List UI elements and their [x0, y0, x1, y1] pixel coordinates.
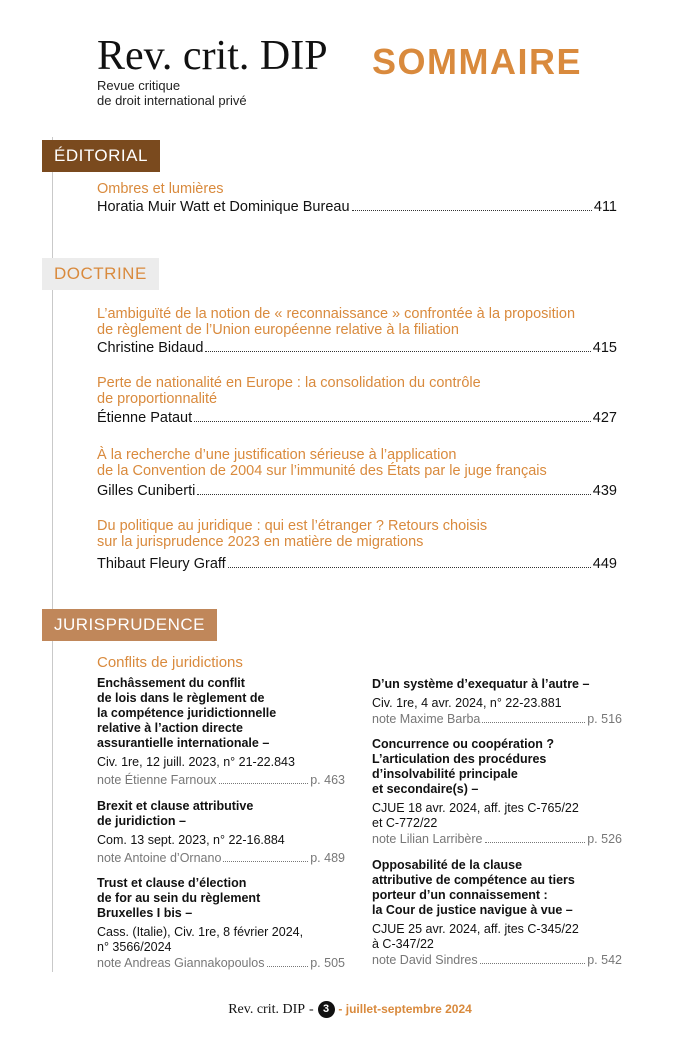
case-note	[97, 956, 345, 971]
dot-leader	[485, 842, 586, 843]
doctrine-article-1-entry[interactable]	[97, 339, 617, 357]
author-name: Thibaut Fleury Graff	[97, 556, 226, 572]
page-footer	[0, 1000, 700, 1018]
page-number: 439	[592, 483, 617, 499]
case-entry[interactable]	[97, 799, 345, 866]
case-entry[interactable]	[372, 677, 622, 727]
doctrine-article-4-entry[interactable]	[97, 555, 617, 573]
case-entry[interactable]	[372, 858, 622, 968]
journal-subtitle-line-1: Revue critique	[97, 78, 181, 93]
case-note	[372, 953, 622, 968]
page-number: 427	[592, 410, 617, 426]
footer-journal: Rev. crit. DIP	[228, 1002, 306, 1017]
dot-leader	[482, 722, 585, 723]
case-title: Opposabilité de la clause attributive de compétence au tiers porteur d’un connaissement : la Cour de justice navigue à vue –	[372, 858, 575, 917]
note-page: p. 463	[310, 773, 345, 787]
sommaire-heading: SOMMAIRE	[372, 41, 582, 82]
case-title: Trust et clause d’élection de for au sein du règlement Bruxelles I bis –	[97, 876, 261, 920]
case-note	[97, 773, 345, 788]
section-editorial: ÉDITORIAL	[42, 140, 160, 172]
dot-leader	[197, 494, 590, 495]
note-author: note Étienne Farnoux	[97, 773, 217, 787]
title-line: À la recherche d’une justification sérieuse à l’application	[97, 447, 457, 463]
note-page: p. 505	[310, 956, 345, 970]
doctrine-article-2-title[interactable]	[97, 375, 617, 407]
doctrine-article-4-title[interactable]	[97, 518, 617, 550]
case-reference: Com. 13 sept. 2023, n° 22-16.884	[97, 833, 285, 847]
footer-separator: -	[308, 1002, 314, 1017]
editorial-title[interactable]: Ombres et lumières	[97, 181, 224, 197]
case-reference: Civ. 1re, 12 juill. 2023, n° 21-22.843	[97, 755, 295, 769]
note-page: p. 516	[587, 712, 622, 726]
issue-number-badge: 3	[318, 1001, 335, 1018]
journal-title: Rev. crit. DIP	[97, 33, 328, 79]
case-entry[interactable]	[97, 676, 345, 788]
case-entry[interactable]	[97, 876, 345, 971]
dot-leader	[194, 421, 591, 422]
case-reference: Cass. (Italie), Civ. 1re, 8 février 2024, n° 3566/2024	[97, 925, 304, 954]
case-title: Concurrence ou coopération ? L’articulation des procédures d’insolvabilité principale et secondaire(s) –	[372, 737, 554, 796]
page-number: 415	[592, 340, 617, 356]
page-number: 449	[592, 556, 617, 572]
author-name: Gilles Cuniberti	[97, 483, 196, 499]
case-note	[372, 712, 622, 727]
journal-subtitle-line-2: de droit international privé	[97, 93, 247, 108]
author-name: Étienne Pataut	[97, 410, 193, 426]
case-reference: CJUE 25 avr. 2024, aff. jtes C-345/22 à C-347/22	[372, 922, 579, 951]
note-page: p. 542	[587, 953, 622, 967]
dot-leader	[480, 963, 586, 964]
section-jurisprudence: JURISPRUDENCE	[42, 609, 217, 641]
title-line: Du politique au juridique : qui est l’étranger ? Retours choisis	[97, 518, 488, 534]
note-author: note Andreas Giannakopoulos	[97, 956, 265, 970]
case-note	[97, 851, 345, 866]
editorial-author: Horatia Muir Watt et Dominique Bureau	[97, 199, 350, 215]
case-entry[interactable]	[372, 737, 622, 847]
dot-leader	[219, 783, 309, 784]
title-line: de proportionnalité	[97, 391, 218, 407]
doctrine-article-1-title[interactable]	[97, 306, 617, 338]
editorial-entry[interactable]	[97, 198, 617, 216]
note-author: note Antoine d’Ornano	[97, 851, 222, 865]
title-line: de la Convention de 2004 sur l’immunité des États par le juge français	[97, 463, 547, 479]
editorial-page: 411	[593, 199, 617, 215]
author-name: Christine Bidaud	[97, 340, 204, 356]
doctrine-article-2-entry[interactable]	[97, 409, 617, 427]
note-author: note David Sindres	[372, 953, 478, 967]
dot-leader	[223, 861, 308, 862]
title-line: L’ambiguïté de la notion de « reconnaissance » confrontée à la proposition	[97, 306, 576, 322]
case-note	[372, 832, 622, 847]
note-page: p. 526	[587, 832, 622, 846]
title-line: Perte de nationalité en Europe : la consolidation du contrôle	[97, 375, 481, 391]
title-line: sur la jurisprudence 2023 en matière de migrations	[97, 534, 424, 550]
subsection-conflits-de-juridictions: Conflits de juridictions	[97, 654, 243, 671]
case-title: Enchâssement du conflit de lois dans le règlement de la compétence juridictionnelle relative à l’action directe assurantielle internationale –	[97, 676, 277, 750]
note-author: note Maxime Barba	[372, 712, 481, 726]
doctrine-article-3-entry[interactable]	[97, 482, 617, 500]
case-reference: CJUE 18 avr. 2024, aff. jtes C-765/22 et C-772/22	[372, 801, 579, 830]
note-page: p. 489	[310, 851, 345, 865]
dot-leader	[228, 567, 591, 568]
doctrine-article-3-title[interactable]	[97, 447, 617, 479]
footer-date: - juillet-septembre 2024	[338, 1002, 472, 1016]
title-line: de règlement de l’Union européenne relative à la filiation	[97, 322, 459, 338]
section-doctrine: DOCTRINE	[42, 258, 159, 290]
dot-leader	[352, 210, 592, 211]
case-title: Brexit et clause attributive de juridiction –	[97, 799, 254, 828]
dot-leader	[267, 966, 309, 967]
case-title: D’un système d’exequatur à l’autre –	[372, 677, 590, 691]
dot-leader	[205, 351, 590, 352]
note-author: note Lilian Larribère	[372, 832, 483, 846]
case-reference: Civ. 1re, 4 avr. 2024, n° 22-23.881	[372, 696, 562, 710]
